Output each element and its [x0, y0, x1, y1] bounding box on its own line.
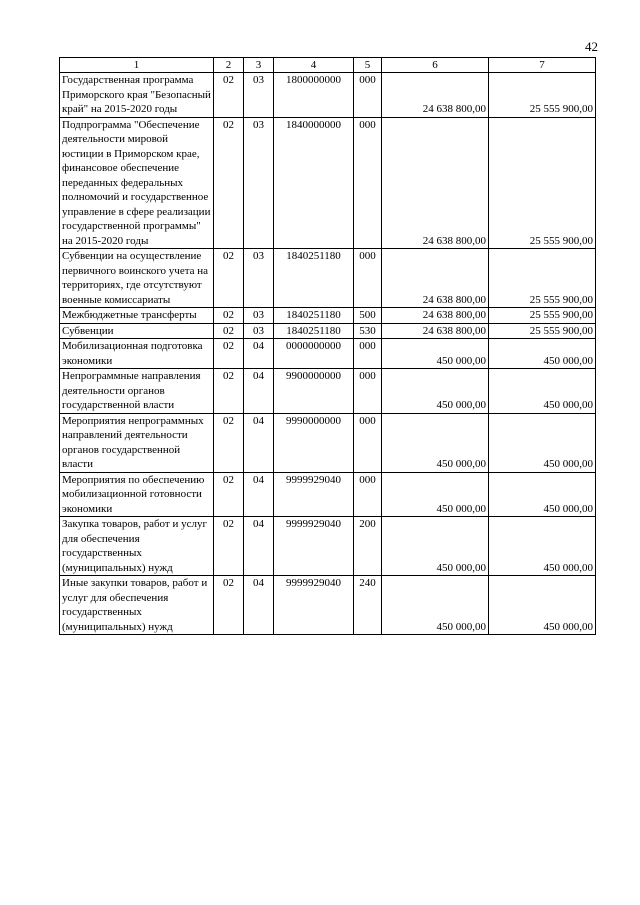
amount-year-2-cell: 25 555 900,00	[489, 73, 596, 118]
amount-year-2-cell: 25 555 900,00	[489, 323, 596, 339]
table-row	[60, 323, 596, 339]
section-code-cell: 02	[214, 369, 244, 414]
row-name-cell: Субвенции	[60, 323, 214, 339]
subsection-code-cell: 03	[244, 308, 274, 324]
section-code-cell: 02	[214, 339, 244, 369]
expense-type-cell: 000	[354, 369, 382, 414]
target-article-cell: 1840000000	[274, 117, 354, 249]
amount-year-1-cell: 24 638 800,00	[382, 73, 489, 118]
table-row	[60, 73, 596, 118]
header-row	[60, 58, 596, 73]
page-number: 42	[585, 39, 598, 54]
expense-type-cell: 000	[354, 339, 382, 369]
row-name-cell: Мероприятия по обеспечению мобилизационной готовности экономики	[60, 472, 214, 517]
row-name-cell: Субвенции на осуществление первичного воинского учета на территориях, где отсутствуют военные комиссариаты	[60, 249, 214, 308]
section-code-cell: 02	[214, 249, 244, 308]
table-row	[60, 472, 596, 517]
row-name-cell: Межбюджетные трансферты	[60, 308, 214, 324]
column-header: 1	[60, 58, 214, 73]
amount-year-1-cell: 24 638 800,00	[382, 308, 489, 324]
target-article-cell: 9900000000	[274, 369, 354, 414]
column-header: 4	[274, 58, 354, 73]
table-row	[60, 413, 596, 472]
table-row	[60, 369, 596, 414]
amount-year-2-cell: 450 000,00	[489, 413, 596, 472]
subsection-code-cell: 03	[244, 323, 274, 339]
target-article-cell: 1800000000	[274, 73, 354, 118]
target-article-cell: 9990000000	[274, 413, 354, 472]
subsection-code-cell: 03	[244, 73, 274, 118]
subsection-code-cell: 03	[244, 117, 274, 249]
amount-year-2-cell: 25 555 900,00	[489, 249, 596, 308]
amount-year-2-cell: 450 000,00	[489, 576, 596, 635]
subsection-code-cell: 04	[244, 413, 274, 472]
section-code-cell: 02	[214, 73, 244, 118]
expense-type-cell: 200	[354, 517, 382, 576]
table-row	[60, 117, 596, 249]
subsection-code-cell: 04	[244, 576, 274, 635]
amount-year-2-cell: 450 000,00	[489, 369, 596, 414]
amount-year-2-cell: 450 000,00	[489, 517, 596, 576]
target-article-cell: 9999929040	[274, 472, 354, 517]
amount-year-1-cell: 450 000,00	[382, 413, 489, 472]
expense-type-cell: 530	[354, 323, 382, 339]
column-header: 5	[354, 58, 382, 73]
table-row	[60, 576, 596, 635]
expense-type-cell: 000	[354, 73, 382, 118]
row-name-cell: Непрограммные направления деятельности органов государственной власти	[60, 369, 214, 414]
amount-year-1-cell: 450 000,00	[382, 472, 489, 517]
row-name-cell: Государственная программа Приморского края "Безопасный край" на 2015-2020 годы	[60, 73, 214, 118]
section-code-cell: 02	[214, 576, 244, 635]
amount-year-1-cell: 24 638 800,00	[382, 249, 489, 308]
target-article-cell: 9999929040	[274, 517, 354, 576]
amount-year-2-cell: 450 000,00	[489, 339, 596, 369]
amount-year-1-cell: 450 000,00	[382, 339, 489, 369]
subsection-code-cell: 04	[244, 472, 274, 517]
amount-year-1-cell: 24 638 800,00	[382, 117, 489, 249]
section-code-cell: 02	[214, 413, 244, 472]
subsection-code-cell: 04	[244, 339, 274, 369]
expense-type-cell: 000	[354, 413, 382, 472]
target-article-cell: 1840251180	[274, 308, 354, 324]
column-header: 6	[382, 58, 489, 73]
amount-year-1-cell: 450 000,00	[382, 576, 489, 635]
expense-type-cell: 000	[354, 472, 382, 517]
amount-year-1-cell: 450 000,00	[382, 369, 489, 414]
section-code-cell: 02	[214, 472, 244, 517]
table-body	[60, 73, 596, 635]
expense-type-cell: 000	[354, 249, 382, 308]
table-row	[60, 339, 596, 369]
target-article-cell: 9999929040	[274, 576, 354, 635]
expense-type-cell: 240	[354, 576, 382, 635]
table-row	[60, 249, 596, 308]
table-row	[60, 308, 596, 324]
target-article-cell: 0000000000	[274, 339, 354, 369]
subsection-code-cell: 04	[244, 369, 274, 414]
section-code-cell: 02	[214, 517, 244, 576]
amount-year-2-cell: 25 555 900,00	[489, 117, 596, 249]
row-name-cell: Мероприятия непрограммных направлений деятельности органов государственной власти	[60, 413, 214, 472]
amount-year-1-cell: 450 000,00	[382, 517, 489, 576]
section-code-cell: 02	[214, 323, 244, 339]
expense-type-cell: 500	[354, 308, 382, 324]
budget-table	[59, 57, 596, 635]
target-article-cell: 1840251180	[274, 323, 354, 339]
section-code-cell: 02	[214, 117, 244, 249]
row-name-cell: Мобилизационная подготовка экономики	[60, 339, 214, 369]
row-name-cell: Закупка товаров, работ и услуг для обеспечения государственных (муниципальных) нужд	[60, 517, 214, 576]
subsection-code-cell: 03	[244, 249, 274, 308]
column-header: 3	[244, 58, 274, 73]
target-article-cell: 1840251180	[274, 249, 354, 308]
subsection-code-cell: 04	[244, 517, 274, 576]
section-code-cell: 02	[214, 308, 244, 324]
column-header: 2	[214, 58, 244, 73]
amount-year-1-cell: 24 638 800,00	[382, 323, 489, 339]
row-name-cell: Подпрограмма "Обеспечение деятельности мировой юстиции в Приморском крае, финансовое обеспечение переданных федеральных полномочий и государственное управление в сфере реализации государственной программы" на 2015-2020 годы	[60, 117, 214, 249]
row-name-cell: Иные закупки товаров, работ и услуг для обеспечения государственных (муниципальных) нужд	[60, 576, 214, 635]
expense-type-cell: 000	[354, 117, 382, 249]
amount-year-2-cell: 25 555 900,00	[489, 308, 596, 324]
column-header: 7	[489, 58, 596, 73]
amount-year-2-cell: 450 000,00	[489, 472, 596, 517]
table-row	[60, 517, 596, 576]
